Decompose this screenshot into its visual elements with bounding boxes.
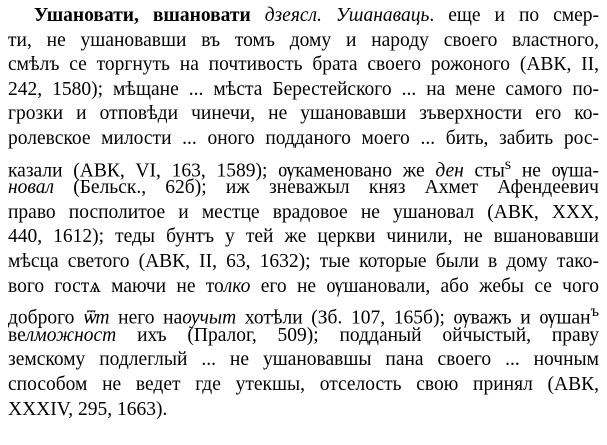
line-12-ya: ѧ bbox=[89, 275, 101, 297]
line-8-text: (Бельск., 62б); иж зневажыл княз Ахмет Афендеевич bbox=[54, 177, 599, 199]
grammar-label: дзеясл. bbox=[264, 5, 322, 26]
entry-line-16: способом не ведет где утекшы, отселость свою принял (АВК, bbox=[8, 373, 599, 395]
entry-line-7 bbox=[8, 152, 599, 182]
entry-line-13 bbox=[8, 299, 599, 329]
entry-line-6: ролевское милости ... оного подданого моего ... бить, забить рос- bbox=[8, 127, 599, 149]
entry-line-12 bbox=[8, 275, 599, 300]
line-7-text-b: сты bbox=[463, 160, 505, 182]
entry-line-3: смѣлъ се торгнуть на почтивость брата своего рожоного (АВК, II, bbox=[8, 54, 599, 76]
entry-line-10: 440, 1612); теды бунтъ у тей же церкви чинили, не вшановавши bbox=[8, 226, 599, 248]
line-12-text-b: маючи не то bbox=[100, 275, 224, 297]
entry-line-1 bbox=[8, 4, 599, 29]
entry-line-15: земскому подлеглый ... не ушановавшы пана своего ... ночным bbox=[8, 349, 599, 371]
line-1-text: . еще и по смер- bbox=[429, 5, 600, 26]
line-7-den: ден bbox=[435, 160, 464, 182]
headword: Ушановати, вшановати bbox=[34, 5, 251, 26]
line-14-text-b: ихъ (Пралог, 509); подданый ойчыстый, праву bbox=[116, 324, 599, 346]
line-12-text-c: его не ѹшановали, або жебы се чого bbox=[250, 275, 599, 297]
line-7-superscript: ѕ bbox=[504, 154, 512, 173]
entry-line-14 bbox=[8, 324, 599, 349]
line-14-lmozhnost: лможност bbox=[25, 324, 117, 346]
entry-line-17: XXXIV, 295, 1663). bbox=[8, 398, 168, 420]
line-13-superscript: ъ bbox=[590, 302, 599, 321]
entry-line-2: ти, не ушановавши въ томъ дому и народу своего властного, bbox=[8, 29, 599, 51]
entry-line-8 bbox=[8, 176, 599, 201]
line-14-text-a: ве bbox=[8, 324, 26, 346]
entry-line-11: мѣсца светого (АВК, II, 63, 1632); тые которые были в дому тако- bbox=[8, 250, 599, 272]
modern-form: Ушанаваць bbox=[335, 5, 430, 26]
line-12-text-a: вого гост bbox=[8, 275, 90, 297]
line-12-lko: лко bbox=[223, 275, 251, 297]
line-7-text-a: казали (АВК, VI, 163, 1589); ѹкаменовано же bbox=[8, 160, 436, 182]
line-8-novall: новал bbox=[8, 177, 55, 199]
line-13-uch: ѹчы bbox=[182, 307, 223, 329]
line-7-text-c: не ѹша- bbox=[511, 160, 599, 182]
line-13-ot: ѿт bbox=[83, 307, 110, 329]
line-13-text-b: него на bbox=[109, 307, 183, 329]
line-13-text-c: хотѣли (Зб. 107, 165б); ѹважъ и ѹшан bbox=[236, 307, 591, 329]
entry-line-5: грозки и отповѣди чинечи, не ушановавши зъверхности его ко- bbox=[8, 103, 599, 125]
dictionary-entry bbox=[8, 4, 599, 422]
entry-line-9: право посполитое и местце врадовое не ушановал (АВК, XXX, bbox=[8, 201, 599, 223]
line-13-text-a: доброго bbox=[8, 307, 84, 329]
entry-line-4: 242, 1580); мѣщане ... мѣста Берестейского ... на мене самого по- bbox=[8, 78, 599, 100]
line-13-t: т bbox=[222, 307, 237, 329]
